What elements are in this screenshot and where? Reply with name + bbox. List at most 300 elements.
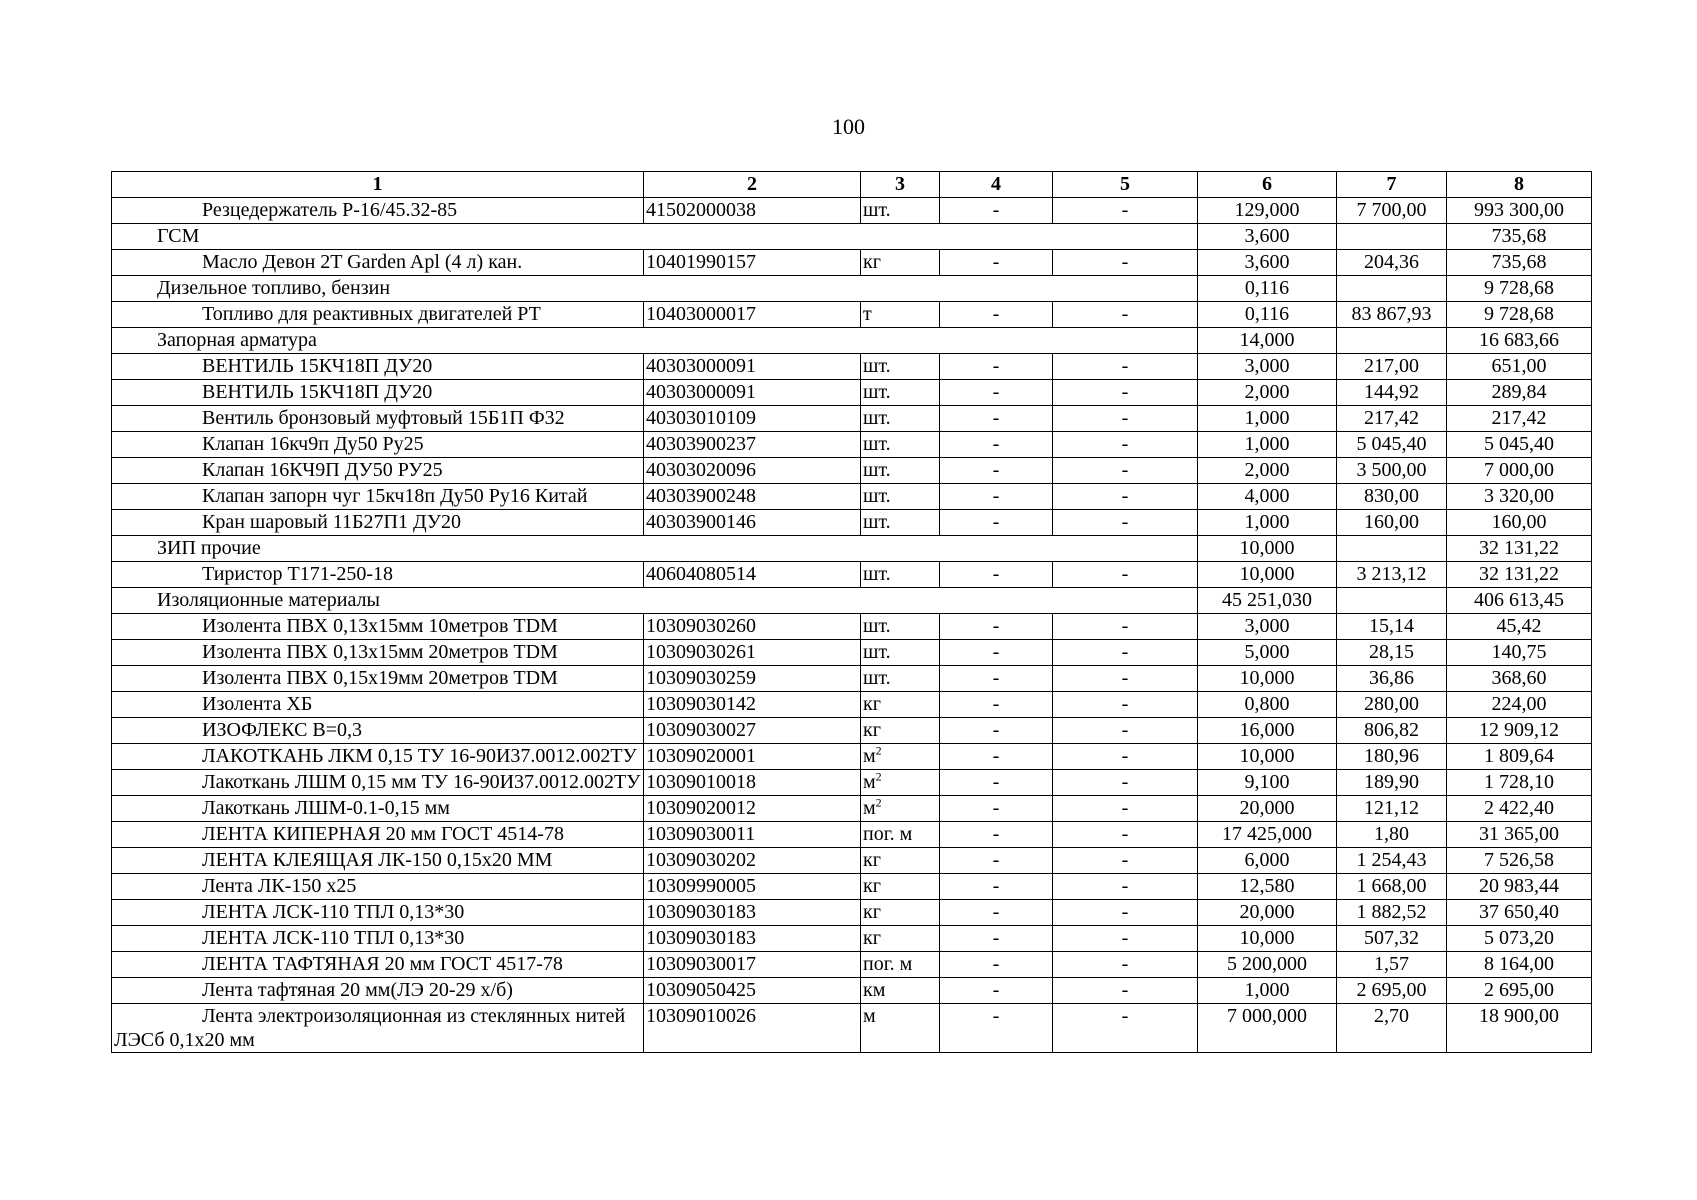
unit-text: м — [863, 771, 876, 793]
item-code-cell: 40303900146 — [644, 510, 861, 536]
sum-cell: 9 728,68 — [1447, 302, 1592, 328]
col5-cell: - — [1053, 978, 1198, 1004]
table-row — [112, 250, 1592, 276]
table-row — [112, 484, 1592, 510]
unit-text: шт. — [863, 641, 891, 663]
unit-text: км — [863, 979, 886, 1001]
group-name-cell: ЗИП прочие — [112, 536, 1198, 562]
group-name-cell: Запорная арматура — [112, 328, 1198, 354]
item-name-cell: Изолента ПВХ 0,15х19мм 20метров TDM — [112, 666, 644, 692]
table-row — [112, 666, 1592, 692]
quantity-cell: 17 425,000 — [1198, 822, 1337, 848]
unit-cell — [861, 484, 940, 510]
unit-superscript: 2 — [875, 769, 882, 784]
col5-cell: - — [1053, 874, 1198, 900]
quantity-cell: 0,116 — [1198, 302, 1337, 328]
unit-cell — [861, 952, 940, 978]
unit-cell — [861, 900, 940, 926]
table-row — [112, 562, 1592, 588]
col5-cell: - — [1053, 666, 1198, 692]
item-name-cell: Клапан запорн чуг 15кч18п Ду50 Ру16 Китай — [112, 484, 644, 510]
sum-cell: 140,75 — [1447, 640, 1592, 666]
col4-cell: - — [940, 926, 1053, 952]
quantity-cell: 20,000 — [1198, 900, 1337, 926]
price-cell: 280,00 — [1337, 692, 1447, 718]
unit-text: шт. — [863, 355, 891, 377]
unit-text: шт. — [863, 667, 891, 689]
quantity-cell: 3,000 — [1198, 614, 1337, 640]
sum-cell: 735,68 — [1447, 250, 1592, 276]
item-name-cell: Лакоткань ЛШМ-0.1-0,15 мм — [112, 796, 644, 822]
col5-cell: - — [1053, 302, 1198, 328]
unit-text: шт. — [863, 199, 891, 221]
item-name-cell: Масло Девон 2T Garden Apl (4 л) кан. — [112, 250, 644, 276]
sum-cell: 735,68 — [1447, 224, 1592, 250]
price-cell: 144,92 — [1337, 380, 1447, 406]
price-cell: 189,90 — [1337, 770, 1447, 796]
item-code-cell: 10309020012 — [644, 796, 861, 822]
col4-cell: - — [940, 198, 1053, 224]
quantity-cell: 4,000 — [1198, 484, 1337, 510]
unit-text: кг — [863, 927, 881, 949]
col4-cell: - — [940, 302, 1053, 328]
unit-cell — [861, 380, 940, 406]
col5-cell: - — [1053, 562, 1198, 588]
price-cell: 3 500,00 — [1337, 458, 1447, 484]
sum-cell: 2 422,40 — [1447, 796, 1592, 822]
item-code-cell: 10309990005 — [644, 874, 861, 900]
materials-table — [111, 171, 1592, 1053]
price-cell: 28,15 — [1337, 640, 1447, 666]
col4-cell: - — [940, 406, 1053, 432]
unit-cell — [861, 432, 940, 458]
item-code-cell: 10309030142 — [644, 692, 861, 718]
col4-cell: - — [940, 666, 1053, 692]
price-cell: 830,00 — [1337, 484, 1447, 510]
price-cell: 1 668,00 — [1337, 874, 1447, 900]
unit-text: кг — [863, 901, 881, 923]
table-row — [112, 770, 1592, 796]
item-code-cell: 10309030183 — [644, 900, 861, 926]
table-row — [112, 796, 1592, 822]
unit-cell — [861, 744, 940, 770]
unit-cell — [861, 354, 940, 380]
table-row — [112, 614, 1592, 640]
col4-cell: - — [940, 354, 1053, 380]
sum-cell: 5 073,20 — [1447, 926, 1592, 952]
item-code-cell: 10309030260 — [644, 614, 861, 640]
col5-cell: - — [1053, 484, 1198, 510]
unit-cell — [861, 848, 940, 874]
price-cell: 1,57 — [1337, 952, 1447, 978]
unit-cell — [861, 250, 940, 276]
item-code-cell: 10309050425 — [644, 978, 861, 1004]
header-col-8: 8 — [1447, 172, 1592, 198]
col4-cell: - — [940, 614, 1053, 640]
item-code-cell: 40303010109 — [644, 406, 861, 432]
unit-cell — [861, 822, 940, 848]
table-row — [112, 380, 1592, 406]
col4-cell: - — [940, 796, 1053, 822]
unit-cell — [861, 640, 940, 666]
item-name-cell: ЛЕНТА КЛЕЯЩАЯ ЛК-150 0,15х20 ММ — [112, 848, 644, 874]
quantity-cell: 5,000 — [1198, 640, 1337, 666]
sum-cell: 16 683,66 — [1447, 328, 1592, 354]
page-number: 100 — [832, 114, 865, 139]
col4-cell: - — [940, 770, 1053, 796]
item-code-cell: 40303900237 — [644, 432, 861, 458]
unit-cell — [861, 978, 940, 1004]
unit-cell — [861, 796, 940, 822]
sum-cell: 32 131,22 — [1447, 536, 1592, 562]
unit-text: пог. м — [863, 823, 913, 845]
unit-text: шт. — [863, 485, 891, 507]
unit-text: кг — [863, 693, 881, 715]
quantity-cell: 10,000 — [1198, 744, 1337, 770]
table-row — [112, 900, 1592, 926]
price-cell: 160,00 — [1337, 510, 1447, 536]
group-row — [112, 224, 1592, 250]
item-name-cell: ВЕНТИЛЬ 15КЧ18П ДУ20 — [112, 354, 644, 380]
quantity-cell: 6,000 — [1198, 848, 1337, 874]
unit-text: шт. — [863, 511, 891, 533]
group-name-cell: ГСМ — [112, 224, 1198, 250]
table-row — [112, 978, 1592, 1004]
unit-text: кг — [863, 251, 881, 273]
price-cell: 217,42 — [1337, 406, 1447, 432]
table-header-row — [112, 172, 1592, 198]
sum-cell: 9 728,68 — [1447, 276, 1592, 302]
price-cell — [1337, 328, 1447, 354]
group-row — [112, 536, 1592, 562]
col5-cell: - — [1053, 952, 1198, 978]
group-name-cell: Изоляционные материалы — [112, 588, 1198, 614]
quantity-cell: 7 000,000 — [1198, 1004, 1337, 1053]
item-name-cell: ЛАКОТКАНЬ ЛКМ 0,15 ТУ 16-90И37.0012.002ТУ — [112, 744, 644, 770]
col5-cell: - — [1053, 900, 1198, 926]
quantity-cell: 0,800 — [1198, 692, 1337, 718]
col5-cell: - — [1053, 354, 1198, 380]
header-col-1: 1 — [112, 172, 644, 198]
quantity-cell: 0,116 — [1198, 276, 1337, 302]
unit-text: м — [863, 1005, 876, 1027]
sum-cell: 993 300,00 — [1447, 198, 1592, 224]
unit-cell — [861, 458, 940, 484]
quantity-cell: 129,000 — [1198, 198, 1337, 224]
item-code-cell: 10309010026 — [644, 1004, 861, 1053]
item-name-cell: Изолента ПВХ 0,13х15мм 10метров TDM — [112, 614, 644, 640]
item-name-cell: Клапан 16кч9п Ду50 Ру25 — [112, 432, 644, 458]
table-row — [112, 952, 1592, 978]
unit-text: м — [863, 797, 876, 819]
sum-cell: 32 131,22 — [1447, 562, 1592, 588]
unit-text: шт. — [863, 459, 891, 481]
col5-cell: - — [1053, 926, 1198, 952]
header-col-5: 5 — [1053, 172, 1198, 198]
unit-text: кг — [863, 719, 881, 741]
col4-cell: - — [940, 744, 1053, 770]
col4-cell: - — [940, 692, 1053, 718]
unit-text: кг — [863, 875, 881, 897]
col5-cell: - — [1053, 198, 1198, 224]
unit-text: м — [863, 745, 876, 767]
price-cell: 2 695,00 — [1337, 978, 1447, 1004]
header-col-4: 4 — [940, 172, 1053, 198]
quantity-cell: 3,000 — [1198, 354, 1337, 380]
table-row — [112, 718, 1592, 744]
unit-cell — [861, 614, 940, 640]
sum-cell: 224,00 — [1447, 692, 1592, 718]
price-cell: 507,32 — [1337, 926, 1447, 952]
group-row — [112, 276, 1592, 302]
col4-cell: - — [940, 1004, 1053, 1053]
item-code-cell: 40604080514 — [644, 562, 861, 588]
item-name-cell: ЛЕНТА КИПЕРНАЯ 20 мм ГОСТ 4514-78 — [112, 822, 644, 848]
sum-cell: 2 695,00 — [1447, 978, 1592, 1004]
price-cell — [1337, 224, 1447, 250]
item-name-cell: Вентиль бронзовый муфтовый 15Б1П Ф32 — [112, 406, 644, 432]
unit-cell — [861, 666, 940, 692]
col5-cell: - — [1053, 744, 1198, 770]
table-row — [112, 406, 1592, 432]
sum-cell: 45,42 — [1447, 614, 1592, 640]
header-col-6: 6 — [1198, 172, 1337, 198]
price-cell: 180,96 — [1337, 744, 1447, 770]
quantity-cell: 12,580 — [1198, 874, 1337, 900]
table-row — [112, 744, 1592, 770]
col4-cell: - — [940, 432, 1053, 458]
sum-cell: 160,00 — [1447, 510, 1592, 536]
item-name-cell: ЛЕНТА ЛСК-110 ТПЛ 0,13*30 — [112, 926, 644, 952]
col4-cell: - — [940, 458, 1053, 484]
table-row — [112, 198, 1592, 224]
unit-cell — [861, 510, 940, 536]
item-code-cell: 10309020001 — [644, 744, 861, 770]
item-code-cell: 10401990157 — [644, 250, 861, 276]
item-name-cell: Топливо для реактивных двигателей РТ — [112, 302, 644, 328]
col4-cell: - — [940, 978, 1053, 1004]
col4-cell: - — [940, 380, 1053, 406]
price-cell: 204,36 — [1337, 250, 1447, 276]
quantity-cell: 1,000 — [1198, 432, 1337, 458]
header-col-3: 3 — [861, 172, 940, 198]
price-cell: 2,70 — [1337, 1004, 1447, 1053]
item-code-cell: 10309030261 — [644, 640, 861, 666]
table-row — [112, 302, 1592, 328]
price-cell — [1337, 536, 1447, 562]
table-body — [112, 198, 1592, 1053]
quantity-cell: 10,000 — [1198, 536, 1337, 562]
col4-cell: - — [940, 250, 1053, 276]
price-cell: 7 700,00 — [1337, 198, 1447, 224]
quantity-cell: 10,000 — [1198, 666, 1337, 692]
price-cell: 15,14 — [1337, 614, 1447, 640]
col5-cell: - — [1053, 614, 1198, 640]
item-name-cell: Резцедержатель Р-16/45.32-85 — [112, 198, 644, 224]
sum-cell: 651,00 — [1447, 354, 1592, 380]
item-code-cell: 40303020096 — [644, 458, 861, 484]
table-row — [112, 1004, 1592, 1053]
table-row — [112, 432, 1592, 458]
table-row — [112, 926, 1592, 952]
price-cell: 806,82 — [1337, 718, 1447, 744]
price-cell: 3 213,12 — [1337, 562, 1447, 588]
quantity-cell: 3,600 — [1198, 224, 1337, 250]
item-name-cell: Лента тафтяная 20 мм(ЛЭ 20-29 х/б) — [112, 978, 644, 1004]
item-name-cell: Лента электроизоляционная из стеклянных нитей ЛЭСб 0,1х20 мм — [112, 1004, 644, 1053]
col4-cell: - — [940, 562, 1053, 588]
table-row — [112, 354, 1592, 380]
table-row — [112, 510, 1592, 536]
unit-text: шт. — [863, 615, 891, 637]
price-cell: 121,12 — [1337, 796, 1447, 822]
col4-cell: - — [940, 822, 1053, 848]
sum-cell: 289,84 — [1447, 380, 1592, 406]
item-code-cell: 10309030017 — [644, 952, 861, 978]
unit-cell — [861, 718, 940, 744]
price-cell: 1 882,52 — [1337, 900, 1447, 926]
col4-cell: - — [940, 510, 1053, 536]
sum-cell: 20 983,44 — [1447, 874, 1592, 900]
group-name-cell: Дизельное топливо, бензин — [112, 276, 1198, 302]
unit-cell — [861, 562, 940, 588]
price-cell: 5 045,40 — [1337, 432, 1447, 458]
quantity-cell: 16,000 — [1198, 718, 1337, 744]
unit-cell — [861, 692, 940, 718]
col5-cell: - — [1053, 432, 1198, 458]
sum-cell: 8 164,00 — [1447, 952, 1592, 978]
item-name-cell: ЛЕНТА ТАФТЯНАЯ 20 мм ГОСТ 4517-78 — [112, 952, 644, 978]
item-code-cell: 10309010018 — [644, 770, 861, 796]
item-name-cell: Лакоткань ЛШМ 0,15 мм ТУ 16-90И37.0012.002ТУ — [112, 770, 644, 796]
item-name-cell: ВЕНТИЛЬ 15КЧ18П ДУ20 — [112, 380, 644, 406]
table-row — [112, 822, 1592, 848]
col4-cell: - — [940, 640, 1053, 666]
col4-cell: - — [940, 484, 1053, 510]
group-row — [112, 588, 1592, 614]
price-cell: 217,00 — [1337, 354, 1447, 380]
item-code-cell: 40303000091 — [644, 354, 861, 380]
quantity-cell: 9,100 — [1198, 770, 1337, 796]
col5-cell: - — [1053, 692, 1198, 718]
col5-cell: - — [1053, 510, 1198, 536]
sum-cell: 18 900,00 — [1447, 1004, 1592, 1053]
item-name-cell: Клапан 16КЧ9П ДУ50 РУ25 — [112, 458, 644, 484]
unit-text: шт. — [863, 433, 891, 455]
price-cell: 1,80 — [1337, 822, 1447, 848]
unit-text: пог. м — [863, 953, 913, 975]
item-code-cell: 10309030202 — [644, 848, 861, 874]
quantity-cell: 14,000 — [1198, 328, 1337, 354]
item-name-cell: Изолента ПВХ 0,13х15мм 20метров TDM — [112, 640, 644, 666]
price-cell — [1337, 588, 1447, 614]
sum-cell: 1 728,10 — [1447, 770, 1592, 796]
sum-cell: 12 909,12 — [1447, 718, 1592, 744]
unit-text: шт. — [863, 563, 891, 585]
quantity-cell: 2,000 — [1198, 458, 1337, 484]
price-cell: 36,86 — [1337, 666, 1447, 692]
col5-cell: - — [1053, 380, 1198, 406]
sum-cell: 217,42 — [1447, 406, 1592, 432]
unit-text: т — [863, 303, 872, 325]
quantity-cell: 20,000 — [1198, 796, 1337, 822]
quantity-cell: 5 200,000 — [1198, 952, 1337, 978]
item-name-cell: Лента ЛК-150 х25 — [112, 874, 644, 900]
table-row — [112, 692, 1592, 718]
item-code-cell: 10309030027 — [644, 718, 861, 744]
quantity-cell: 1,000 — [1198, 510, 1337, 536]
sum-cell: 3 320,00 — [1447, 484, 1592, 510]
item-code-cell: 40303900248 — [644, 484, 861, 510]
table-row — [112, 848, 1592, 874]
col5-cell: - — [1053, 822, 1198, 848]
col5-cell: - — [1053, 640, 1198, 666]
unit-cell — [861, 874, 940, 900]
unit-text: шт. — [863, 407, 891, 429]
item-code-cell: 10403000017 — [644, 302, 861, 328]
unit-cell — [861, 770, 940, 796]
unit-cell — [861, 406, 940, 432]
item-name-cell: Тиристор Т171-250-18 — [112, 562, 644, 588]
header-col-7: 7 — [1337, 172, 1447, 198]
quantity-cell: 1,000 — [1198, 406, 1337, 432]
unit-superscript: 2 — [875, 795, 882, 810]
quantity-cell: 45 251,030 — [1198, 588, 1337, 614]
table-row — [112, 640, 1592, 666]
col5-cell: - — [1053, 406, 1198, 432]
col5-cell: - — [1053, 458, 1198, 484]
item-code-cell: 40303000091 — [644, 380, 861, 406]
col4-cell: - — [940, 952, 1053, 978]
col5-cell: - — [1053, 718, 1198, 744]
col4-cell: - — [940, 900, 1053, 926]
col5-cell: - — [1053, 770, 1198, 796]
sum-cell: 37 650,40 — [1447, 900, 1592, 926]
col4-cell: - — [940, 718, 1053, 744]
price-cell: 1 254,43 — [1337, 848, 1447, 874]
unit-cell — [861, 302, 940, 328]
item-name-cell: ИЗОФЛЕКС В=0,3 — [112, 718, 644, 744]
price-cell — [1337, 276, 1447, 302]
item-code-cell: 10309030183 — [644, 926, 861, 952]
sum-cell: 1 809,64 — [1447, 744, 1592, 770]
unit-superscript: 2 — [875, 743, 882, 758]
quantity-cell: 2,000 — [1198, 380, 1337, 406]
item-name-cell: Кран шаровый 11Б27П1 ДУ20 — [112, 510, 644, 536]
unit-text: кг — [863, 849, 881, 871]
sum-cell: 31 365,00 — [1447, 822, 1592, 848]
sum-cell: 5 045,40 — [1447, 432, 1592, 458]
item-name-cell: ЛЕНТА ЛСК-110 ТПЛ 0,13*30 — [112, 900, 644, 926]
sum-cell: 368,60 — [1447, 666, 1592, 692]
group-row — [112, 328, 1592, 354]
sum-cell: 406 613,45 — [1447, 588, 1592, 614]
unit-cell — [861, 198, 940, 224]
item-code-cell: 10309030259 — [644, 666, 861, 692]
item-name-cell: Изолента ХБ — [112, 692, 644, 718]
quantity-cell: 3,600 — [1198, 250, 1337, 276]
table-row — [112, 458, 1592, 484]
quantity-cell: 10,000 — [1198, 926, 1337, 952]
price-cell: 83 867,93 — [1337, 302, 1447, 328]
item-code-cell: 10309030011 — [644, 822, 861, 848]
col4-cell: - — [940, 848, 1053, 874]
unit-cell — [861, 1004, 940, 1053]
sum-cell: 7 000,00 — [1447, 458, 1592, 484]
col4-cell: - — [940, 874, 1053, 900]
header-col-2: 2 — [644, 172, 861, 198]
col5-cell: - — [1053, 848, 1198, 874]
